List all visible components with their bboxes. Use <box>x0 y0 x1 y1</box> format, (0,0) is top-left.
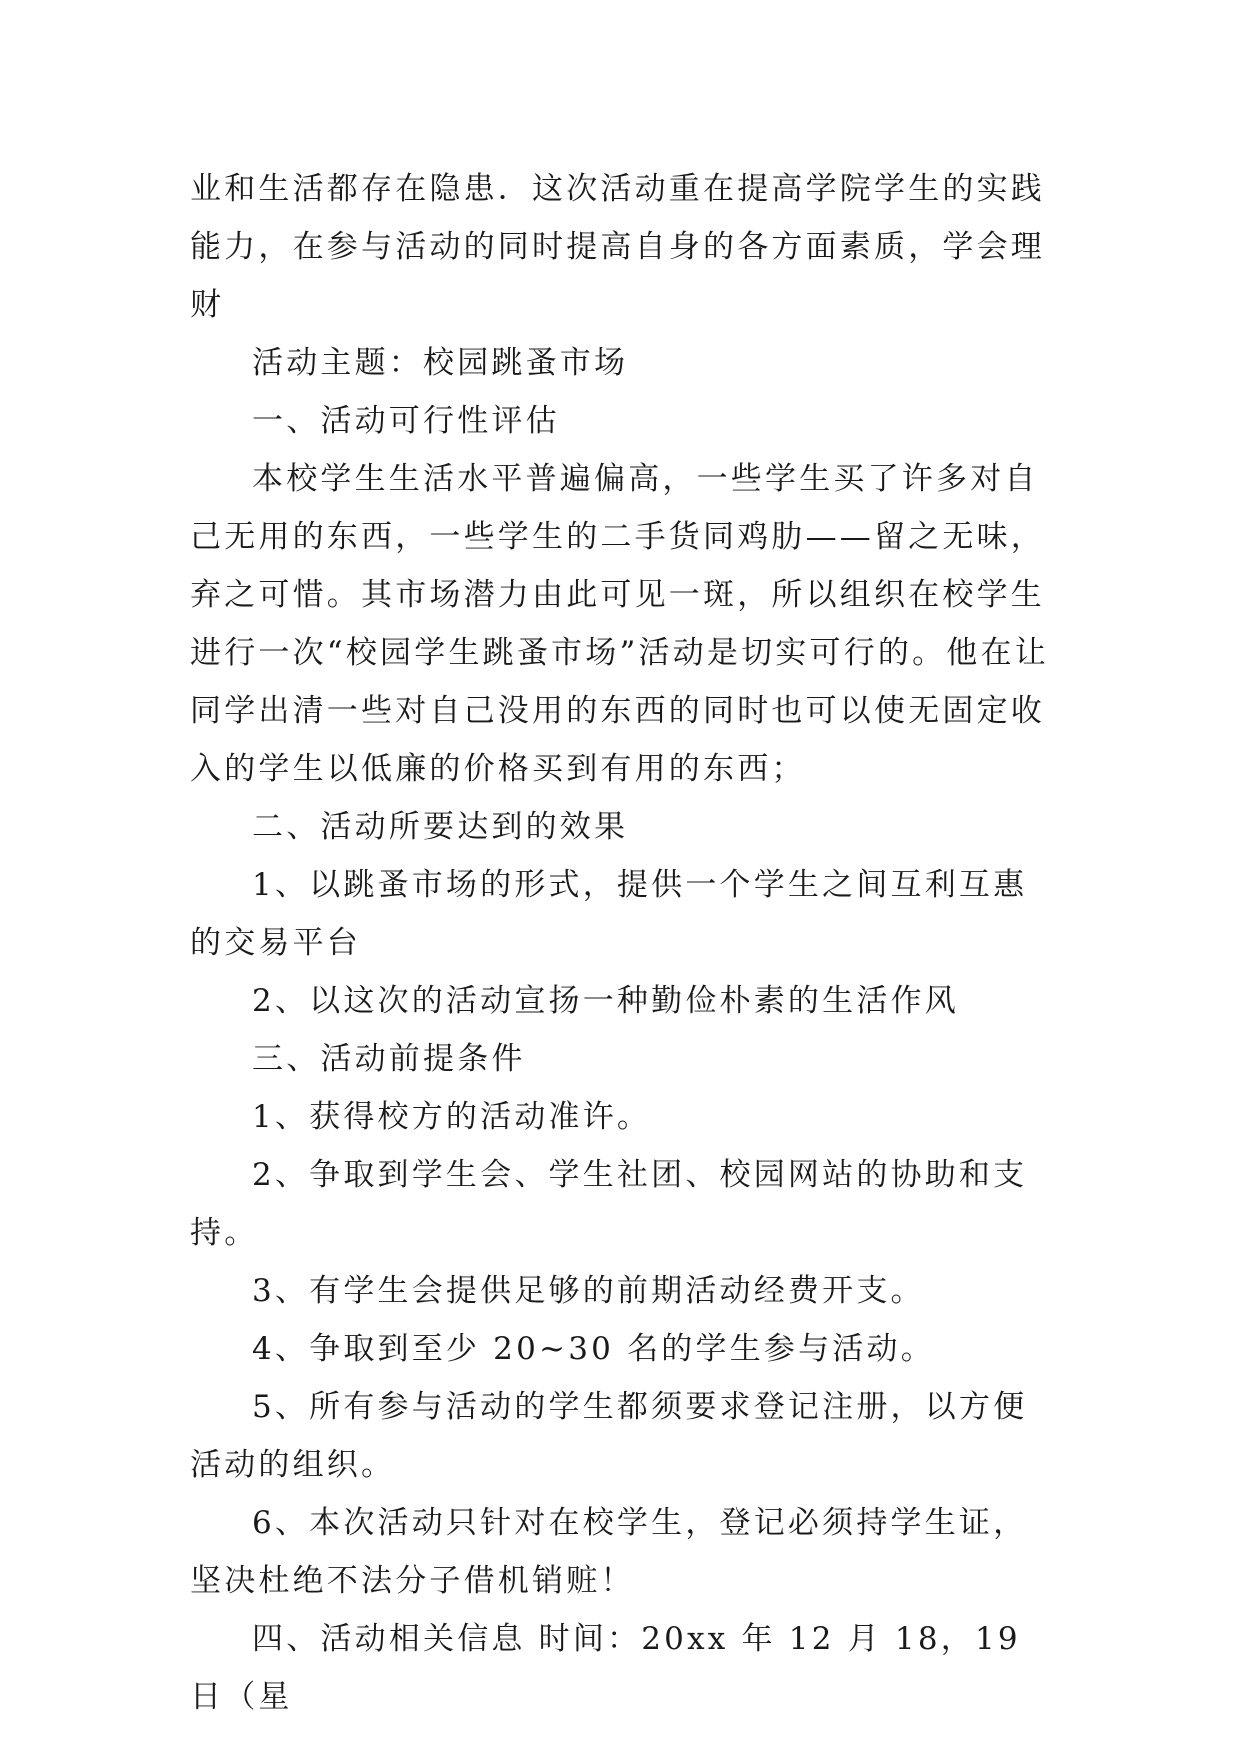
paragraph: 活动主题：校园跳蚤市场 <box>252 345 629 381</box>
paragraph: 本校学生生活水平普遍偏高，一些学生买了许多对自己无用的东西，一些学生的二手货同鸡肋——留之无味，弃之可惜。其市场潜力由此可见一斑，所以组织在校学生进行一次“校园学生跳蚤市场”活动是切实可行的。他在让同学出清一些对自己没用的东西的同时也可以使无固定收入的学生以低廉的价格买到有用的东西； <box>190 461 1049 787</box>
list-item: 1、获得校方的活动准许。 <box>252 1099 652 1135</box>
section-heading: 三、活动前提条件 <box>252 1041 526 1077</box>
list-item: 3、有学生会提供足够的前期活动经费开支。 <box>252 1273 925 1309</box>
paragraph: 业和生活都存在隐患．这次活动重在提高学院学生的实践能力，在参与活动的同时提高自身的各方面素质，学会理财 <box>190 171 1045 323</box>
list-item: 2、以这次的活动宣扬一种勤俭朴素的生活作风 <box>252 983 959 1019</box>
section-heading: 二、活动所要达到的效果 <box>252 809 629 845</box>
list-item: 2、争取到学生会、学生社团、校园网站的协助和支持。 <box>190 1157 1028 1251</box>
document-body <box>190 160 1050 1726</box>
section-heading: 一、活动可行性评估 <box>252 403 560 439</box>
list-item: 6、本次活动只针对在校学生，登记必须持学生证，坚决杜绝不法分子借机销赃！ <box>190 1505 1028 1599</box>
list-item: 5、所有参与活动的学生都须要求登记注册，以方便活动的组织。 <box>190 1389 1028 1483</box>
list-item: 1、以跳蚤市场的形式，提供一个学生之间互利互惠的交易平台 <box>190 867 1028 961</box>
section-heading: 四、活动相关信息 时间：20xx 年 12 月 18，19 日（星 <box>190 1621 1021 1715</box>
list-item: 4、争取到至少 20~30 名的学生参与活动。 <box>252 1331 935 1367</box>
